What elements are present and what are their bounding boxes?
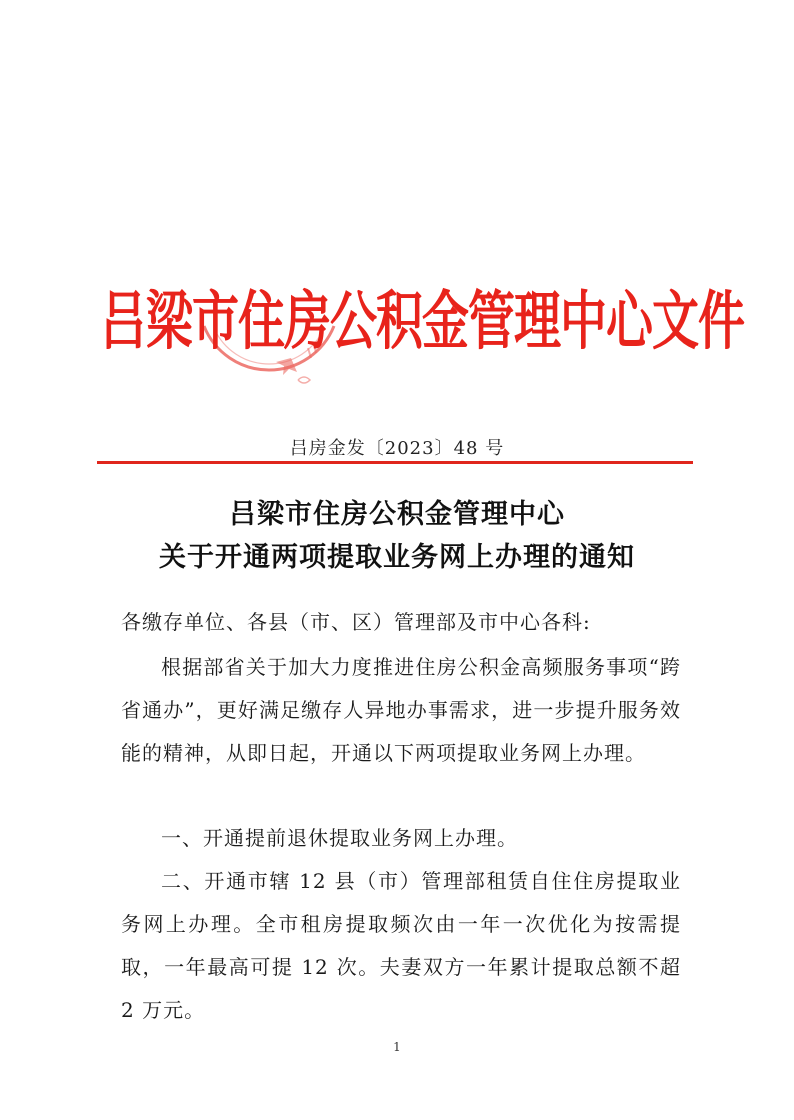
paragraph-item-2: 二、开通市辖 12 县（市）管理部租赁自住住房提取业务网上办理。全市租房提取频次由一年一次优化为按需提取，一年最高可提 12 次。夫妻双方一年累计提取总额不超 2 万元。: [121, 869, 681, 1022]
paragraph-intro: 根据部省关于加大力度推进住房公积金高频服务事项“跨省通办”，更好满足缴存人异地办事需求，进一步提升服务效能的精神，从即日起，开通以下两项提取业务网上办理。: [121, 655, 681, 765]
issuer-header-title: 吕梁市住房公积金管理中心文件: [100, 284, 744, 360]
paragraph-item-1: 一、开通提前退休提取业务网上办理。: [161, 826, 518, 850]
document-title-line-1: 吕梁市住房公积金管理中心: [229, 499, 565, 530]
document-number: 吕房金发〔2023〕48 号: [289, 438, 505, 459]
header-divider: [97, 461, 693, 464]
page-number: 1: [393, 1040, 401, 1054]
salutation: 各缴存单位、各县（市、区）管理部及市中心各科:: [121, 610, 591, 634]
document-title-line-2: 关于开通两项提取业务网上办理的通知: [159, 542, 635, 573]
